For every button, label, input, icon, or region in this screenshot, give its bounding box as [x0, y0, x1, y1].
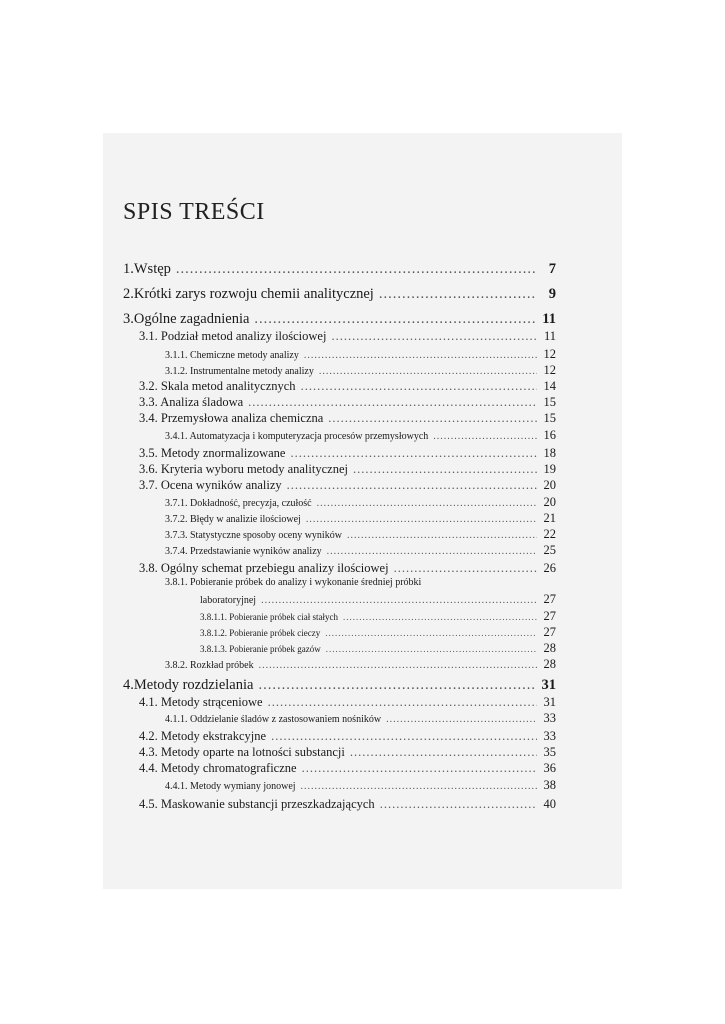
- toc-entry-3-8-1-2: [200, 625, 556, 640]
- toc-entry-4-1-1: [165, 711, 556, 726]
- page-number: 31: [543, 695, 556, 709]
- entry-label: 3.6. Kryteria wyboru metody analitycznej: [139, 462, 348, 476]
- leader-dots: [268, 695, 537, 710]
- leader-dots: [343, 612, 537, 622]
- toc-entry-3-1: [139, 329, 556, 344]
- entry-label: 4.1.1. Oddzielanie śladów z zastosowaniem nośników: [165, 714, 382, 725]
- entry-label: 4.3. Metody oparte na lotności substancji: [139, 745, 345, 759]
- entry-label: 3.7. Ocena wyników analizy: [139, 478, 282, 492]
- leader-dots: [328, 411, 537, 426]
- page-number: 27: [543, 609, 556, 623]
- leader-dots: [353, 462, 537, 477]
- toc-entry-3-8: [139, 561, 556, 576]
- entry-label: 3.8.1.1. Pobieranie próbek ciał stałych: [200, 612, 338, 622]
- page-number: 12: [543, 363, 556, 377]
- toc-entry-3: [123, 311, 556, 328]
- toc-entry-4-2: [139, 729, 556, 744]
- entry-label: 3.7.2. Błędy w analizie ilościowej: [165, 514, 301, 525]
- entry-label: 4.1. Metody strąceniowe: [139, 695, 263, 709]
- entry-label: 3.7.1. Dokładność, precyzja, czułość: [165, 498, 312, 509]
- toc-entry-3-5: [139, 446, 556, 461]
- page-number: 28: [543, 641, 556, 655]
- toc-entry-3-8-2: [165, 657, 556, 672]
- entry-label: 4.4. Metody chromatograficzne: [139, 761, 297, 775]
- leader-dots: [319, 366, 537, 377]
- toc-entry-3-8-1: [200, 592, 556, 607]
- page-number: 35: [543, 745, 556, 759]
- entry-label: 3.8.2. Rozkład próbek: [165, 660, 254, 671]
- page-number: 15: [543, 411, 556, 425]
- page-number: 21: [543, 511, 556, 525]
- leader-dots: [301, 781, 537, 792]
- toc-entry-3-4: [139, 411, 556, 426]
- page-number: 18: [543, 446, 556, 460]
- page-number: 9: [548, 286, 556, 302]
- toc-entry-3-8-1-3: [200, 641, 556, 656]
- page-number: 11: [542, 311, 556, 327]
- toc-entry-3-1-1: [165, 347, 556, 362]
- leader-dots: [433, 431, 537, 442]
- leader-dots: [386, 714, 537, 725]
- leader-dots: [301, 379, 537, 394]
- leader-dots: [302, 761, 537, 776]
- page-number: 16: [543, 428, 556, 442]
- toc-entry-4-4: [139, 761, 556, 776]
- leader-dots: [176, 261, 537, 278]
- entry-label: 4.5. Maskowanie substancji przeszkadzających: [139, 797, 375, 811]
- entry-label: 3.1. Podział metod analizy ilościowej: [139, 329, 327, 343]
- leader-dots: [350, 745, 537, 760]
- leader-dots: [304, 350, 537, 361]
- entry-label: 3.4. Przemysłowa analiza chemiczna: [139, 411, 324, 425]
- leader-dots: [261, 595, 537, 606]
- page-number: 36: [543, 761, 556, 775]
- page-number: 33: [543, 711, 556, 725]
- page-number: 20: [543, 478, 556, 492]
- page-number: 14: [543, 379, 556, 393]
- entry-label: 3.8.1.3. Pobieranie próbek gazów: [200, 644, 321, 654]
- leader-dots: [258, 677, 536, 694]
- toc-entry-3-7-4: [165, 543, 556, 558]
- page-number: 33: [543, 729, 556, 743]
- page-number: 28: [543, 657, 556, 671]
- toc-entry-1: [123, 261, 556, 278]
- page-number: 11: [543, 329, 556, 343]
- page-number: 12: [543, 347, 556, 361]
- leader-dots: [347, 530, 537, 541]
- page-number: 40: [543, 797, 556, 811]
- entry-label: 3.5. Metody znormalizowane: [139, 446, 286, 460]
- leader-dots: [394, 561, 537, 576]
- leader-dots: [327, 546, 537, 557]
- entry-label: 3.8.1.2. Pobieranie próbek cieczy: [200, 628, 321, 638]
- entry-label: 2.Krótki zarys rozwoju chemii analitycznej: [123, 286, 374, 302]
- leader-dots: [254, 311, 537, 328]
- entry-label: laboratoryjnej: [200, 595, 257, 606]
- toc-entry-3-7-3: [165, 527, 556, 542]
- toc-entry-3-7-2: [165, 511, 556, 526]
- toc-entry-4-1: [139, 695, 556, 710]
- page-number: 7: [548, 261, 556, 277]
- entry-label: 1.Wstęp: [123, 261, 171, 277]
- page-number: 20: [543, 495, 556, 509]
- leader-dots: [259, 660, 537, 671]
- entry-label: 3.7.4. Przedstawianie wyników analizy: [165, 546, 322, 557]
- toc-entry-4: [123, 677, 556, 694]
- table-of-contents: [103, 133, 622, 889]
- toc-entry-3-8-1-line1: 3.8.1. Pobieranie próbek do analizy i wykonanie średniej próbki: [165, 577, 422, 588]
- entry-label: 4.4.1. Metody wymiany jonowej: [165, 781, 296, 792]
- toc-entry-3-2: [139, 379, 556, 394]
- entry-label: 3.8. Ogólny schemat przebiegu analizy ilościowej: [139, 561, 389, 575]
- leader-dots: [271, 729, 537, 744]
- entry-label: 3.Ogólne zagadnienia: [123, 311, 250, 327]
- leader-dots: [326, 644, 537, 654]
- page-number: 27: [543, 592, 556, 606]
- page-number: 27: [543, 625, 556, 639]
- page-number: 25: [543, 543, 556, 557]
- leader-dots: [287, 478, 537, 493]
- toc-entry-3-7: [139, 478, 556, 493]
- leader-dots: [248, 395, 537, 410]
- book-page: [103, 133, 622, 889]
- leader-dots: [380, 797, 537, 812]
- toc-entry-4-5: [139, 797, 556, 812]
- page-number: 15: [543, 395, 556, 409]
- entry-label: 3.1.1. Chemiczne metody analizy: [165, 350, 299, 361]
- entry-label: 4.Metody rozdzielania: [123, 677, 254, 693]
- toc-entry-2: [123, 286, 556, 303]
- toc-entry-3-4-1: [165, 428, 556, 443]
- leader-dots: [331, 329, 537, 344]
- page-title: SPIS TREŚCI: [123, 199, 265, 225]
- toc-entry-3-3: [139, 395, 556, 410]
- toc-entry-4-4-1: [165, 778, 556, 793]
- page-number: 19: [543, 462, 556, 476]
- entry-label: 3.3. Analiza śladowa: [139, 395, 244, 409]
- entry-label: 3.4.1. Automatyzacja i komputeryzacja procesów przemysłowych: [165, 431, 429, 442]
- leader-dots: [290, 446, 537, 461]
- entry-label: 3.1.2. Instrumentalne metody analizy: [165, 366, 314, 377]
- toc-entry-3-7-1: [165, 495, 556, 510]
- page-number: 38: [543, 778, 556, 792]
- entry-label: 3.2. Skala metod analitycznych: [139, 379, 296, 393]
- entry-label: 4.2. Metody ekstrakcyjne: [139, 729, 267, 743]
- toc-entry-3-1-2: [165, 363, 556, 378]
- entry-label: 3.7.3. Statystyczne sposoby oceny wyników: [165, 530, 342, 541]
- leader-dots: [306, 514, 537, 525]
- leader-dots: [379, 286, 537, 303]
- toc-entry-3-8-1-1: [200, 609, 556, 624]
- page-number: 31: [541, 677, 556, 693]
- leader-dots: [325, 628, 537, 638]
- page-number: 22: [543, 527, 556, 541]
- page-number: 26: [543, 561, 556, 575]
- toc-entry-3-6: [139, 462, 556, 477]
- leader-dots: [317, 498, 537, 509]
- toc-entry-4-3: [139, 745, 556, 760]
